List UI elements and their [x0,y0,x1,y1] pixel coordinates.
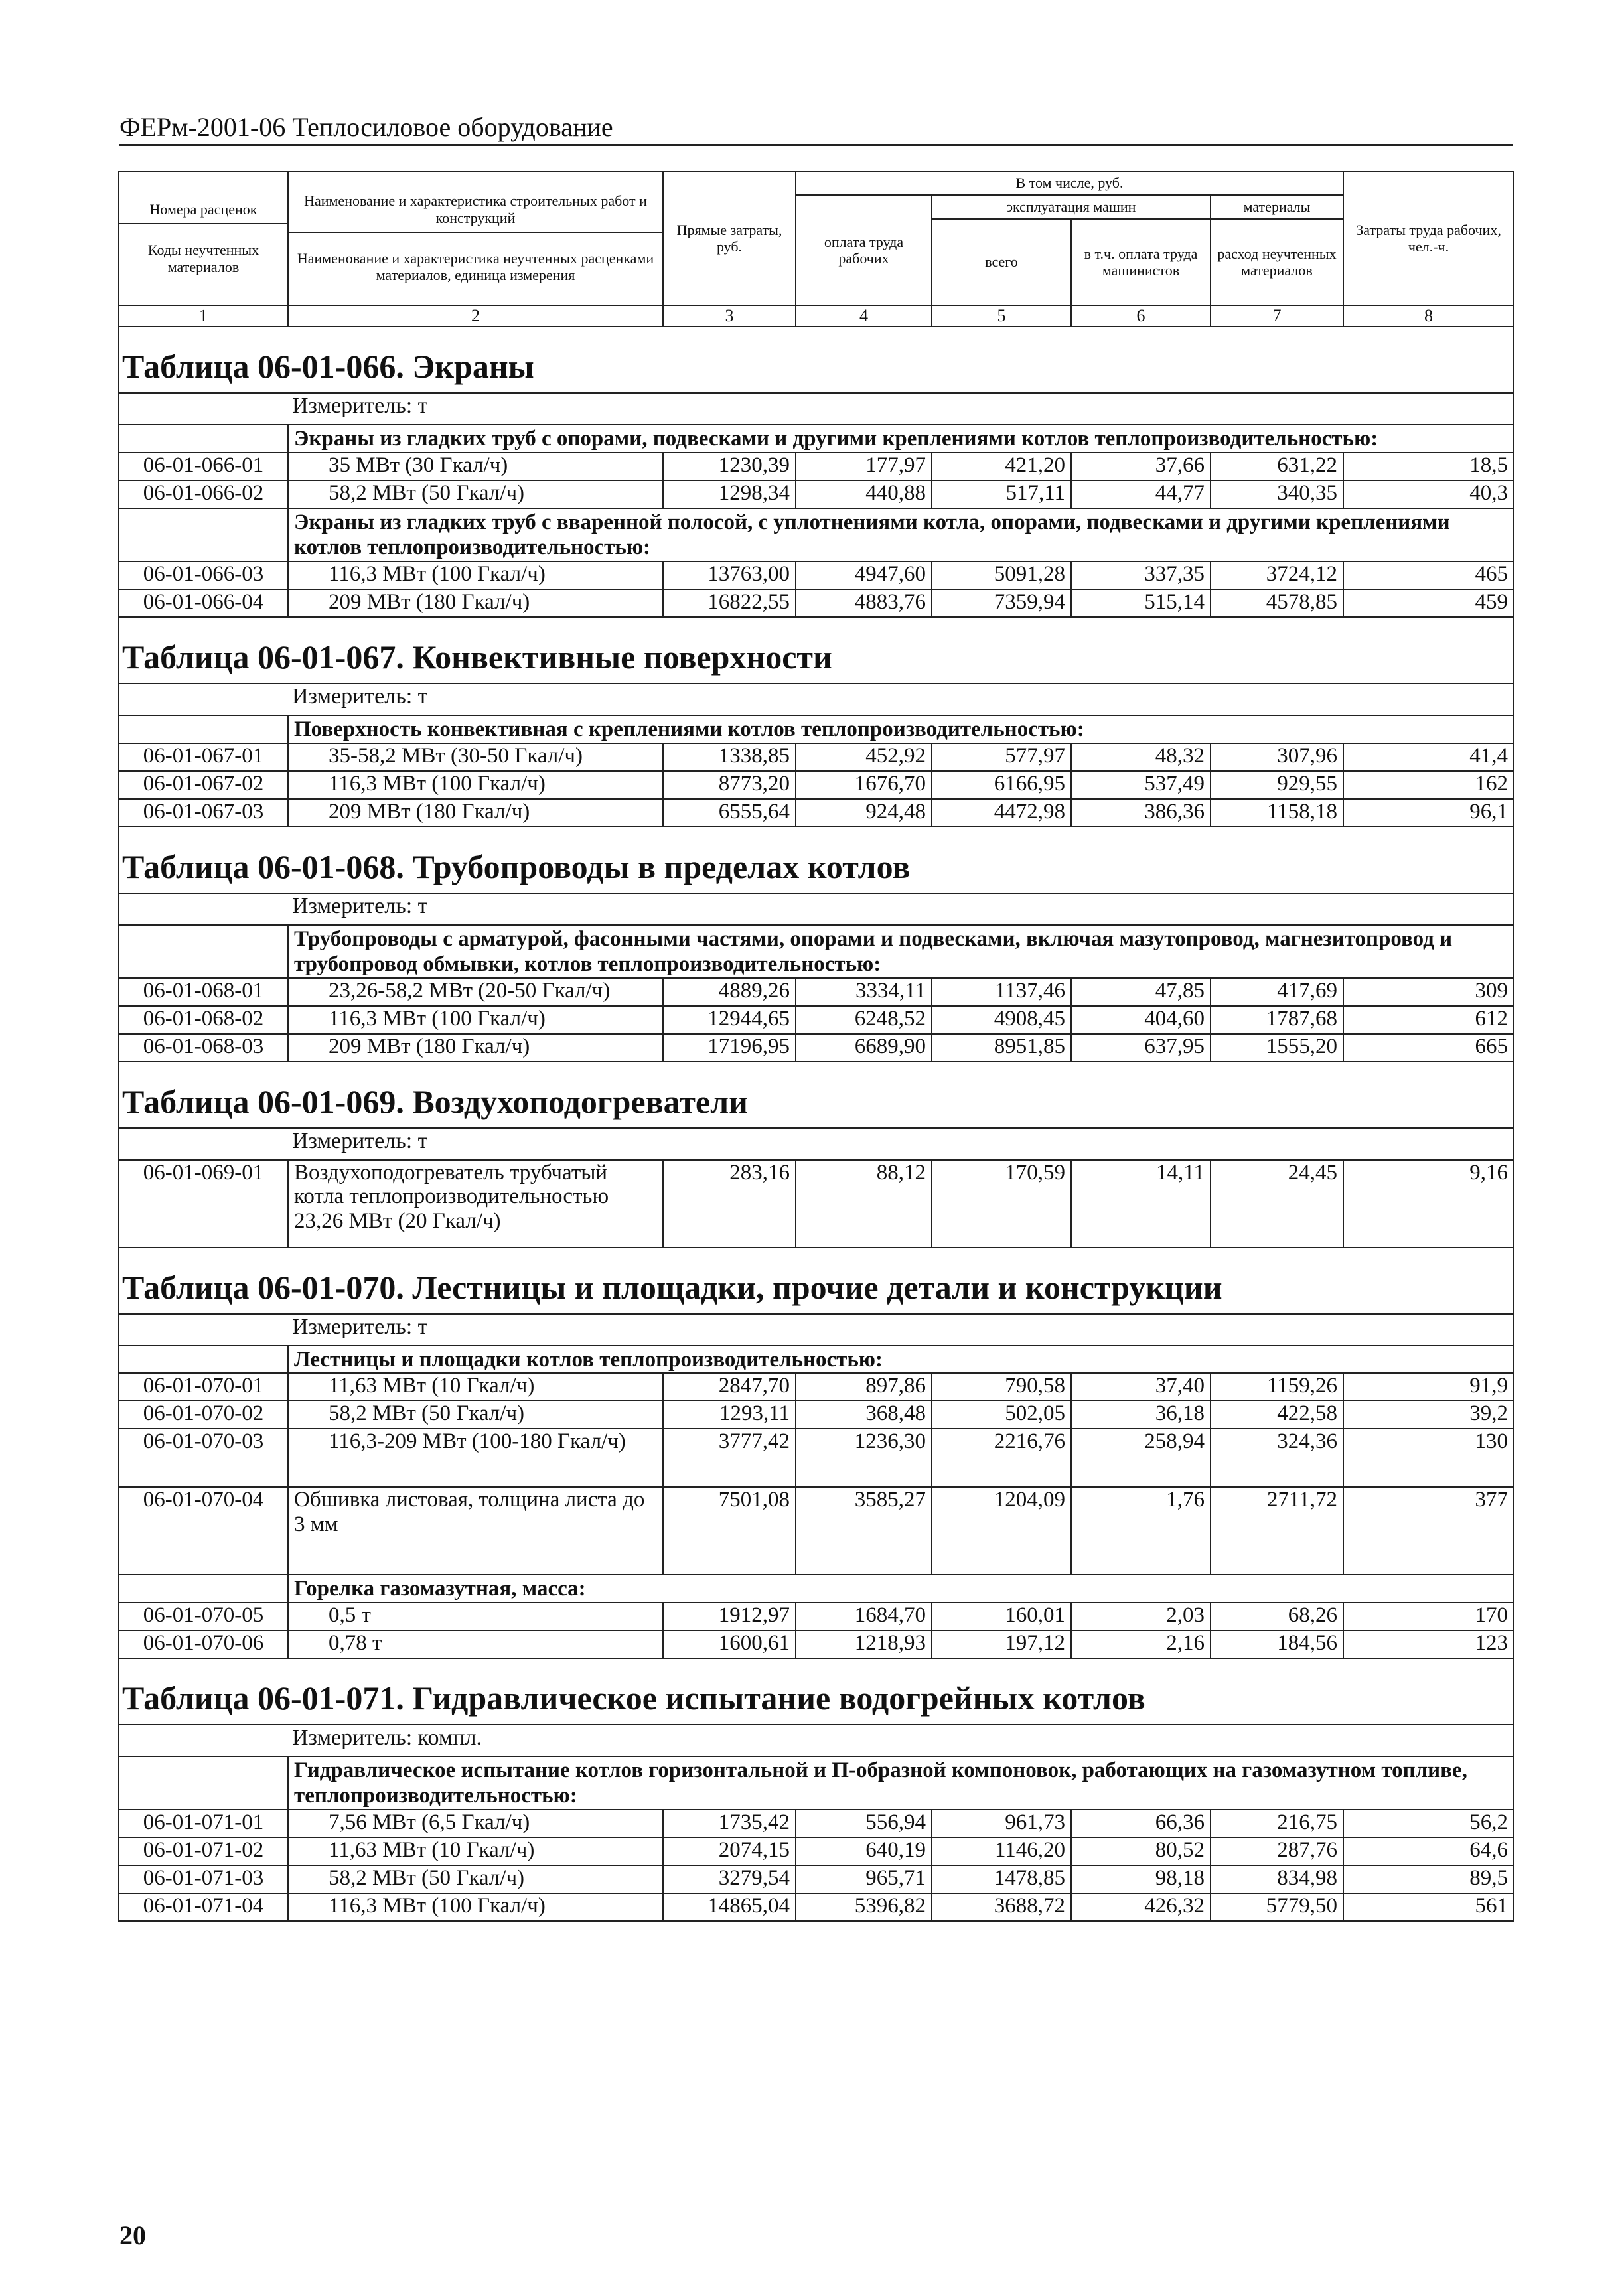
table-row [119,1893,1514,1921]
labor-cost: 3585,27 [796,1487,932,1575]
direct-cost: 6555,64 [663,799,796,827]
labor-cost: 640,19 [796,1837,932,1865]
materials-cost: 5779,50 [1211,1893,1343,1921]
table-06-01-069 [119,1062,1514,1248]
labor-hours: 170 [1343,1603,1514,1630]
machines-cost: 961,73 [932,1810,1071,1837]
direct-cost: 4889,26 [663,978,796,1006]
table-row [119,743,1514,771]
labor-hours: 123 [1343,1630,1514,1658]
materials-cost: 287,76 [1211,1837,1343,1865]
work-name: 11,63 МВт (10 Гкал/ч) [288,1373,663,1401]
rate-code: 06-01-067-01 [119,743,288,771]
machines-cost: 421,20 [932,453,1071,480]
direct-cost: 2847,70 [663,1373,796,1401]
work-name: 58,2 МВт (50 Гкал/ч) [288,1401,663,1429]
rate-code: 06-01-069-01 [119,1160,288,1248]
rate-code: 06-01-070-04 [119,1487,288,1575]
table-row [119,1429,1514,1487]
machines-cost: 790,58 [932,1373,1071,1401]
labor-hours: 465 [1343,561,1514,589]
materials-cost: 1159,26 [1211,1373,1343,1401]
table-row [119,771,1514,799]
table-row [119,1810,1514,1837]
labor-hours: 91,9 [1343,1373,1514,1401]
table-06-01-068 [119,827,1514,1062]
machines-cost: 1478,85 [932,1865,1071,1893]
machinists-cost: 337,35 [1071,561,1211,589]
direct-cost: 3279,54 [663,1865,796,1893]
col-1-top: Номера расценок [149,201,258,218]
machines-cost: 577,97 [932,743,1071,771]
labor-hours: 612 [1343,1006,1514,1034]
table-row [119,799,1514,827]
col-8-header: Затраты труда рабочих, чел.-ч. [1343,171,1514,305]
rate-code: 06-01-066-01 [119,453,288,480]
labor-cost: 897,86 [796,1373,932,1401]
materials-cost: 216,75 [1211,1810,1343,1837]
rate-code: 06-01-070-03 [119,1429,288,1487]
table-row [119,1006,1514,1034]
direct-cost: 16822,55 [663,589,796,617]
direct-cost: 3777,42 [663,1429,796,1487]
materials-cost: 3724,12 [1211,561,1343,589]
materials-cost: 307,96 [1211,743,1343,771]
col-number: 6 [1071,305,1211,326]
col-1-header [119,171,288,305]
meter: Измеритель: т [119,1128,1514,1160]
materials-cost: 340,35 [1211,480,1343,508]
rate-code: 06-01-068-01 [119,978,288,1006]
machinists-cost: 1,76 [1071,1487,1211,1575]
machines-cost: 4908,45 [932,1006,1071,1034]
rate-code: 06-01-071-02 [119,1837,288,1865]
direct-cost: 14865,04 [663,1893,796,1921]
work-name: 209 МВт (180 Гкал/ч) [288,799,663,827]
meter: Измеритель: т [119,683,1514,715]
labor-cost: 88,12 [796,1160,932,1248]
group-title: Трубопроводы с арматурой, фасонными частями, опорами и подвесками, включая мазутопровод, магнезитопровод и трубопровод обмывки, котлов теплопроизводительностью: [288,925,1514,978]
machinists-cost: 44,77 [1071,480,1211,508]
machinists-cost: 80,52 [1071,1837,1211,1865]
machines-cost: 4472,98 [932,799,1071,827]
group-title: Поверхность конвективная с креплениями котлов теплопроизводительностью: [288,715,1514,743]
col-1-bottom: Коды неучтенных материалов [119,223,287,275]
machinists-cost: 637,95 [1071,1034,1211,1062]
section-title: Таблица 06-01-069. Воздухоподогреватели [119,1062,1514,1128]
table-row [119,1603,1514,1630]
table-row [119,1401,1514,1429]
work-name: 209 МВт (180 Гкал/ч) [288,1034,663,1062]
labor-cost: 5396,82 [796,1893,932,1921]
labor-hours: 64,6 [1343,1837,1514,1865]
rate-code: 06-01-068-03 [119,1034,288,1062]
materials-cost: 631,22 [1211,453,1343,480]
group-title: Экраны из гладких труб с вваренной полосой, с уплотнениями котла, опорами, подвесками и другими креплениями котлов теплопроизводительностью: [288,508,1514,561]
group-title: Экраны из гладких труб с опорами, подвесками и другими креплениями котлов теплопроизводительностью: [288,425,1514,453]
machines-cost: 170,59 [932,1160,1071,1248]
machines-cost: 517,11 [932,480,1071,508]
machines-cost: 2216,76 [932,1429,1071,1487]
direct-cost: 1293,11 [663,1401,796,1429]
work-name: 116,3-209 МВт (100-180 Гкал/ч) [288,1429,663,1487]
meter: Измеритель: т [119,893,1514,925]
machines-cost: 8951,85 [932,1034,1071,1062]
labor-hours: 130 [1343,1429,1514,1487]
machinists-cost: 98,18 [1071,1865,1211,1893]
rate-code: 06-01-068-02 [119,1006,288,1034]
direct-cost: 283,16 [663,1160,796,1248]
machinists-cost: 48,32 [1071,743,1211,771]
col-2-top: Наименование и характеристика строительных работ и конструкций [304,192,647,226]
materials-cost: 4578,85 [1211,589,1343,617]
machines-cost: 1204,09 [932,1487,1071,1575]
work-name: 35 МВт (30 Гкал/ч) [288,453,663,480]
table-06-01-071 [119,1658,1514,1921]
col-3-header: Прямые затраты, руб. [663,171,796,305]
work-name: 23,26-58,2 МВт (20-50 Гкал/ч) [288,978,663,1006]
table-06-01-066 [119,326,1514,617]
machinists-cost: 2,16 [1071,1630,1211,1658]
table-row [119,561,1514,589]
col-number: 7 [1211,305,1343,326]
labor-cost: 368,48 [796,1401,932,1429]
rate-code: 06-01-070-05 [119,1603,288,1630]
table-06-01-067 [119,617,1514,827]
table-row [119,1487,1514,1575]
machinists-cost: 14,11 [1071,1160,1211,1248]
materials-cost: 929,55 [1211,771,1343,799]
machines-cost: 7359,94 [932,589,1071,617]
group-title: Лестницы и площадки котлов теплопроизводительностью: [288,1346,1514,1374]
table-row [119,978,1514,1006]
machines-cost: 6166,95 [932,771,1071,799]
rate-code: 06-01-067-03 [119,799,288,827]
labor-hours: 40,3 [1343,480,1514,508]
rate-code: 06-01-071-03 [119,1865,288,1893]
table-row [119,453,1514,480]
direct-cost: 12944,65 [663,1006,796,1034]
machinists-cost: 404,60 [1071,1006,1211,1034]
rate-code: 06-01-066-04 [119,589,288,617]
machinists-cost: 386,36 [1071,799,1211,827]
table-row [119,480,1514,508]
work-name: 116,3 МВт (100 Гкал/ч) [288,561,663,589]
labor-cost: 1684,70 [796,1603,932,1630]
materials-cost: 1787,68 [1211,1006,1343,1034]
section-title: Таблица 06-01-071. Гидравлическое испытание водогрейных котлов [119,1658,1514,1725]
labor-cost: 965,71 [796,1865,932,1893]
col-number: 4 [796,305,932,326]
labor-cost: 4883,76 [796,589,932,617]
machinists-cost: 426,32 [1071,1893,1211,1921]
machines-cost: 1137,46 [932,978,1071,1006]
labor-hours: 96,1 [1343,799,1514,827]
meter: Измеритель: т [119,393,1514,425]
table-row [119,1837,1514,1865]
work-name: 209 МВт (180 Гкал/ч) [288,589,663,617]
meter: Измеритель: компл. [119,1725,1514,1757]
materials-header: материалы [1211,195,1343,219]
work-name: Обшивка листовая, толщина листа до 3 мм [288,1487,663,1575]
col-number: 8 [1343,305,1514,326]
machinists-cost: 258,94 [1071,1429,1211,1487]
labor-hours: 56,2 [1343,1810,1514,1837]
work-name: 0,78 т [288,1630,663,1658]
page-header: ФЕРм-2001-06 Теплосиловое оборудование [119,111,1513,146]
col-2-header [288,171,663,305]
labor-cost: 1218,93 [796,1630,932,1658]
labor-hours: 459 [1343,589,1514,617]
meter: Измеритель: т [119,1314,1514,1346]
machines-cost: 3688,72 [932,1893,1071,1921]
labor-hours: 309 [1343,978,1514,1006]
machines-cost: 5091,28 [932,561,1071,589]
table-row [119,589,1514,617]
work-name: 7,56 МВт (6,5 Гкал/ч) [288,1810,663,1837]
col-6-header: в т.ч. оплата труда машинистов [1071,219,1211,305]
col-number: 5 [932,305,1071,326]
rate-code: 06-01-070-02 [119,1401,288,1429]
work-name: 11,63 МВт (10 Гкал/ч) [288,1837,663,1865]
rate-code: 06-01-066-03 [119,561,288,589]
col-number: 3 [663,305,796,326]
materials-cost: 68,26 [1211,1603,1343,1630]
section-title: Таблица 06-01-067. Конвективные поверхности [119,617,1514,683]
direct-cost: 8773,20 [663,771,796,799]
direct-cost: 1338,85 [663,743,796,771]
materials-cost: 324,36 [1211,1429,1343,1487]
materials-cost: 417,69 [1211,978,1343,1006]
labor-cost: 4947,60 [796,561,932,589]
section-title: Таблица 06-01-068. Трубопроводы в пределах котлов [119,827,1514,893]
materials-cost: 1555,20 [1211,1034,1343,1062]
labor-cost: 924,48 [796,799,932,827]
group-title: Горелка газомазутная, масса: [288,1575,1514,1603]
direct-cost: 1912,97 [663,1603,796,1630]
labor-cost: 1236,30 [796,1429,932,1487]
labor-hours: 41,4 [1343,743,1514,771]
rate-code: 06-01-071-04 [119,1893,288,1921]
labor-cost: 440,88 [796,480,932,508]
col-2-bottom: Наименование и характеристика неучтенных расценками материалов, единица измерения [289,232,662,284]
labor-hours: 162 [1343,771,1514,799]
materials-cost: 24,45 [1211,1160,1343,1248]
machines-cost: 502,05 [932,1401,1071,1429]
table-row [119,1630,1514,1658]
materials-cost: 1158,18 [1211,799,1343,827]
labor-cost: 3334,11 [796,978,932,1006]
direct-cost: 1298,34 [663,480,796,508]
direct-cost: 1735,42 [663,1810,796,1837]
rate-code: 06-01-067-02 [119,771,288,799]
rate-code: 06-01-070-06 [119,1630,288,1658]
materials-cost: 422,58 [1211,1401,1343,1429]
included-header: В том числе, руб. [796,171,1343,195]
work-name: Воздухоподогреватель трубчатый котла теплопроизводительностью 23,26 МВт (20 Гкал/ч) [288,1160,663,1248]
labor-cost: 452,92 [796,743,932,771]
labor-cost: 6689,90 [796,1034,932,1062]
direct-cost: 17196,95 [663,1034,796,1062]
machines-cost: 1146,20 [932,1837,1071,1865]
page-number: 20 [119,2220,146,2250]
machines-cost: 197,12 [932,1630,1071,1658]
direct-cost: 1600,61 [663,1630,796,1658]
table-row [119,1373,1514,1401]
rate-code: 06-01-066-02 [119,480,288,508]
group-title: Гидравлическое испытание котлов горизонтальной и П-образной компоновок, работающих на газомазутном топливе, теплопроизводительностью: [288,1757,1514,1810]
machinists-cost: 66,36 [1071,1810,1211,1837]
work-name: 35-58,2 МВт (30-50 Гкал/ч) [288,743,663,771]
labor-hours: 665 [1343,1034,1514,1062]
section-title: Таблица 06-01-070. Лестницы и площадки, прочие детали и конструкции [119,1248,1514,1314]
work-name: 116,3 МВт (100 Гкал/ч) [288,771,663,799]
labor-cost: 177,97 [796,453,932,480]
direct-cost: 1230,39 [663,453,796,480]
table-06-01-070 [119,1248,1514,1659]
rate-code: 06-01-071-01 [119,1810,288,1837]
machinists-cost: 2,03 [1071,1603,1211,1630]
work-name: 58,2 МВт (50 Гкал/ч) [288,1865,663,1893]
table-row [119,1160,1514,1248]
work-name: 0,5 т [288,1603,663,1630]
direct-cost: 7501,08 [663,1487,796,1575]
materials-cost: 834,98 [1211,1865,1343,1893]
machinists-cost: 515,14 [1071,589,1211,617]
table-row [119,1034,1514,1062]
labor-hours: 561 [1343,1893,1514,1921]
materials-cost: 184,56 [1211,1630,1343,1658]
col-7-header: расход неучтенных материалов [1211,219,1343,305]
document-body [118,171,1513,1922]
labor-hours: 9,16 [1343,1160,1514,1248]
machines-cost: 160,01 [932,1603,1071,1630]
labor-hours: 18,5 [1343,453,1514,480]
machinists-cost: 36,18 [1071,1401,1211,1429]
table-row [119,1865,1514,1893]
column-header [119,171,1514,326]
rates-table [118,171,1514,1922]
direct-cost: 13763,00 [663,561,796,589]
machinists-cost: 37,66 [1071,453,1211,480]
work-name: 116,3 МВт (100 Гкал/ч) [288,1893,663,1921]
col-5-header: всего [932,219,1071,305]
work-name: 116,3 МВт (100 Гкал/ч) [288,1006,663,1034]
col-4-header: оплата труда рабочих [796,195,932,305]
labor-cost: 1676,70 [796,771,932,799]
rate-code: 06-01-070-01 [119,1373,288,1401]
machinists-cost: 537,49 [1071,771,1211,799]
col-number: 2 [288,305,663,326]
labor-hours: 377 [1343,1487,1514,1575]
materials-cost: 2711,72 [1211,1487,1343,1575]
machines-header: эксплуатация машин [932,195,1211,219]
machinists-cost: 47,85 [1071,978,1211,1006]
labor-hours: 39,2 [1343,1401,1514,1429]
labor-hours: 89,5 [1343,1865,1514,1893]
work-name: 58,2 МВт (50 Гкал/ч) [288,480,663,508]
labor-cost: 6248,52 [796,1006,932,1034]
machinists-cost: 37,40 [1071,1373,1211,1401]
labor-cost: 556,94 [796,1810,932,1837]
col-number: 1 [119,305,288,326]
direct-cost: 2074,15 [663,1837,796,1865]
section-title: Таблица 06-01-066. Экраны [119,326,1514,393]
